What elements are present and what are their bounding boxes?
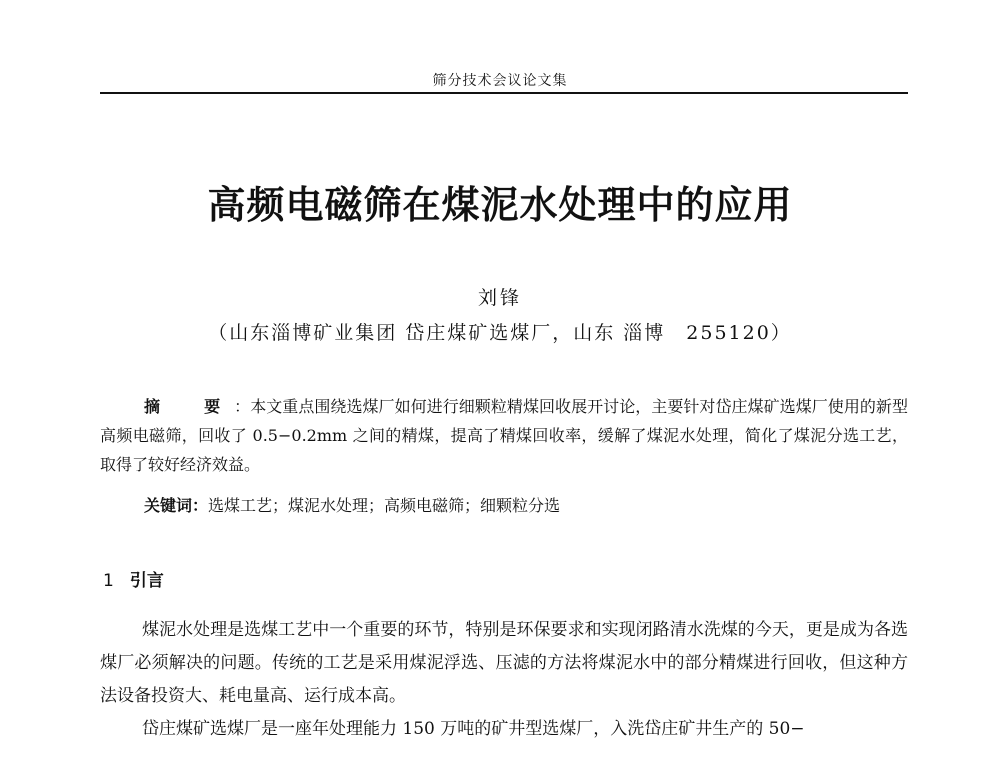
- section-number: 1: [103, 571, 114, 591]
- abstract-separator: ：: [234, 397, 251, 416]
- section-title: 引言: [129, 571, 164, 591]
- keywords-text: 选煤工艺；煤泥水处理；高频电磁筛；细颗粒分选: [208, 496, 561, 515]
- running-header: 筛分技术会议论文集: [432, 73, 568, 89]
- abstract-text: 本文重点围绕选煤厂如何进行细颗粒精煤回收展开讨论，主要针对岱庄煤矿选煤厂使用的新型高频电磁筛，回收了 0.5−0.2mm 之间的精煤，提高了精煤回收率，缓解了煤泥水处理，简化了煤泥分选工艺，取得了较好经济效益。: [100, 397, 908, 474]
- header-rule: [100, 92, 908, 94]
- keywords: [100, 491, 908, 520]
- keywords-label: 关键词：: [144, 496, 209, 515]
- body-paragraph: 岱庄煤矿选煤厂是一座年处理能力 150 万吨的矿井型选煤厂，入洗岱庄矿井生产的 50−: [142, 719, 805, 739]
- author-affiliation: （山东淄博矿业集团 岱庄煤矿选煤厂，山东 淄博 255120）: [208, 322, 792, 344]
- paper-title: 高频电磁筛在煤泥水处理中的应用: [207, 182, 793, 227]
- section-heading: [103, 566, 164, 591]
- abstract: [100, 392, 908, 479]
- author-name: 刘锋: [477, 287, 522, 309]
- body-paragraph: 煤泥水处理是选煤工艺中一个重要的环节，特别是环保要求和实现闭路清水洗煤的今天，更是成为各选煤厂必须解决的问题。传统的工艺是采用煤泥浮选、压滤的方法将煤泥水中的部分精煤进行回收，但这种方法设备投资大、耗电量高、运行成本高。: [100, 620, 908, 706]
- abstract-label: 摘 要: [144, 397, 235, 416]
